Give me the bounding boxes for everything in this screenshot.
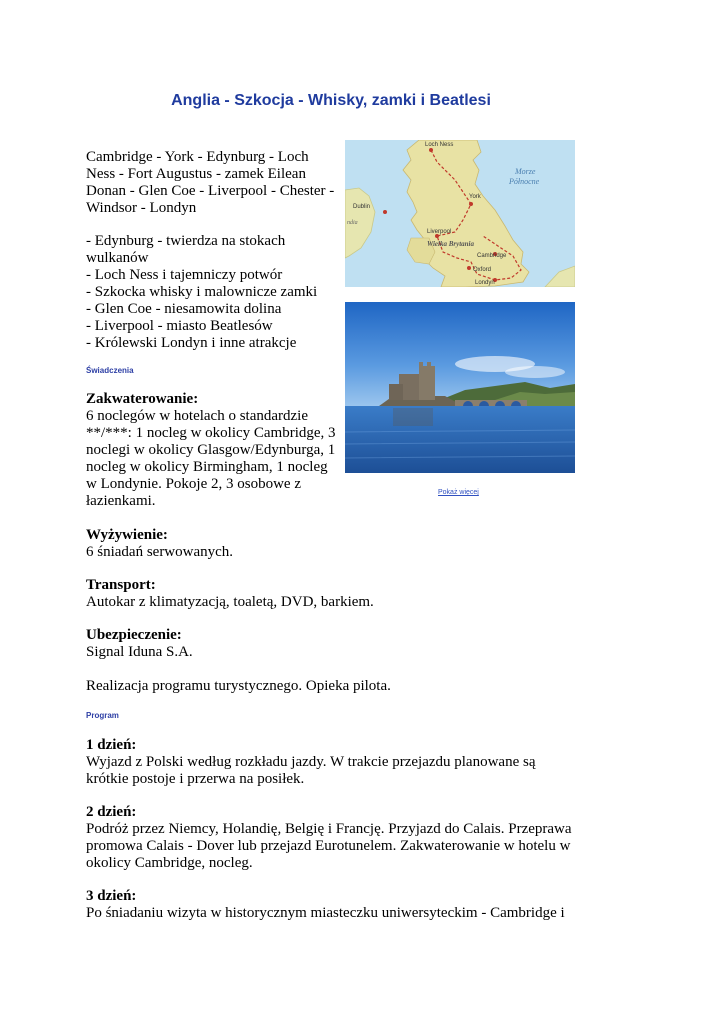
map-label-country: Wielka Brytania [427,240,474,248]
list-item: - Loch Ness i tajemniczy potwór [86,267,283,283]
insurance-text: Signal Iduna S.A. [86,644,193,660]
list-item: - Glen Coe - niesamowita dolina [86,301,282,317]
map-label-sea-1: Morze [515,167,536,176]
transport-text: Autokar z klimatyzacją, toaletą, DVD, barkiem. [86,594,374,610]
day-section [86,804,576,872]
map-label-sea-2: Północne [509,177,540,186]
day-section [86,737,576,788]
transport-section [86,577,506,611]
highlights-list [86,233,336,352]
list-item: - Edynburg - twierdza na stokach [86,233,286,249]
map-label-ireland: ndia [347,220,358,226]
insurance-heading: Ubezpieczenie: [86,627,182,643]
map-label-york: York [469,194,481,200]
day-text: Wyjazd z Polski według rozkładu jazdy. W trakcie przejazdu planowane są krótkie postoje i przerwa na posiłek. [86,754,536,787]
map-label-london: Londyn [475,280,495,286]
list-item: - Szkocka whisky i malownicze zamki [86,284,318,300]
day-heading: 3 dzień: [86,888,137,904]
program-section-label: Program [86,711,119,720]
food-heading: Wyżywienie: [86,527,168,543]
transport-heading: Transport: [86,577,156,593]
page-title: Anglia - Szkocja - Whisky, zamki i Beatlesi [171,92,491,109]
map-label-oxford: Oxford [473,267,492,273]
route-map-image [345,140,575,287]
day-section [86,888,576,922]
day-text: Po śniadaniu wizyta w historycznym miasteczku uniwersyteckim - Cambridge i [86,905,565,921]
route-description: Cambridge - York - Edynburg - Loch Ness - Fort Augustus - zamek Eilean Donan - Glen Coe - Liverpool - Chester - Windsor - Londyn [86,149,335,216]
map-label-cambridge: Cambridge [477,253,507,259]
day-heading: 1 dzień: [86,737,137,753]
list-item: - Królewski Londyn i inne atrakcje [86,335,297,351]
realization-text: Realizacja programu turystycznego. Opieka pilota. [86,678,391,694]
list-item: wulkanów [86,250,149,266]
insurance-section [86,627,506,661]
day-heading: 2 dzień: [86,804,137,820]
map-label-dublin: Dublin [353,204,371,210]
show-more-link[interactable]: Pokaż więcej [438,489,479,496]
accommodation-heading: Zakwaterowanie: [86,391,199,407]
day-text: Podróż przez Niemcy, Holandię, Belgię i Francję. Przyjazd do Calais. Przeprawa promowa Calais - Dover lub przejazd Eurotunelem. Zakwaterowanie w hotelu w okolicy Cambridge, nocleg. [86,821,572,871]
accommodation-section [86,391,338,510]
list-item: - Liverpool - miasto Beatlesów [86,318,273,334]
map-label-liverpool: Liverpool [427,229,452,235]
services-section-label: Świadczenia [86,366,134,375]
food-section [86,527,506,561]
food-text: 6 śniadań serwowanych. [86,544,234,560]
map-label-loch-ness: Loch Ness [425,142,454,148]
accommodation-text: 6 noclegów w hotelach o standardzie **/***: 1 nocleg w okolicy Cambridge, 3 noclegi w okolicy Glasgow/Edynburga, 1 nocleg w okolicy Birmingham, 1 nocleg w Londynie. Pokoje 2, 3 osobowe z łazienkami. [86,408,336,509]
castle-photo [345,302,575,473]
